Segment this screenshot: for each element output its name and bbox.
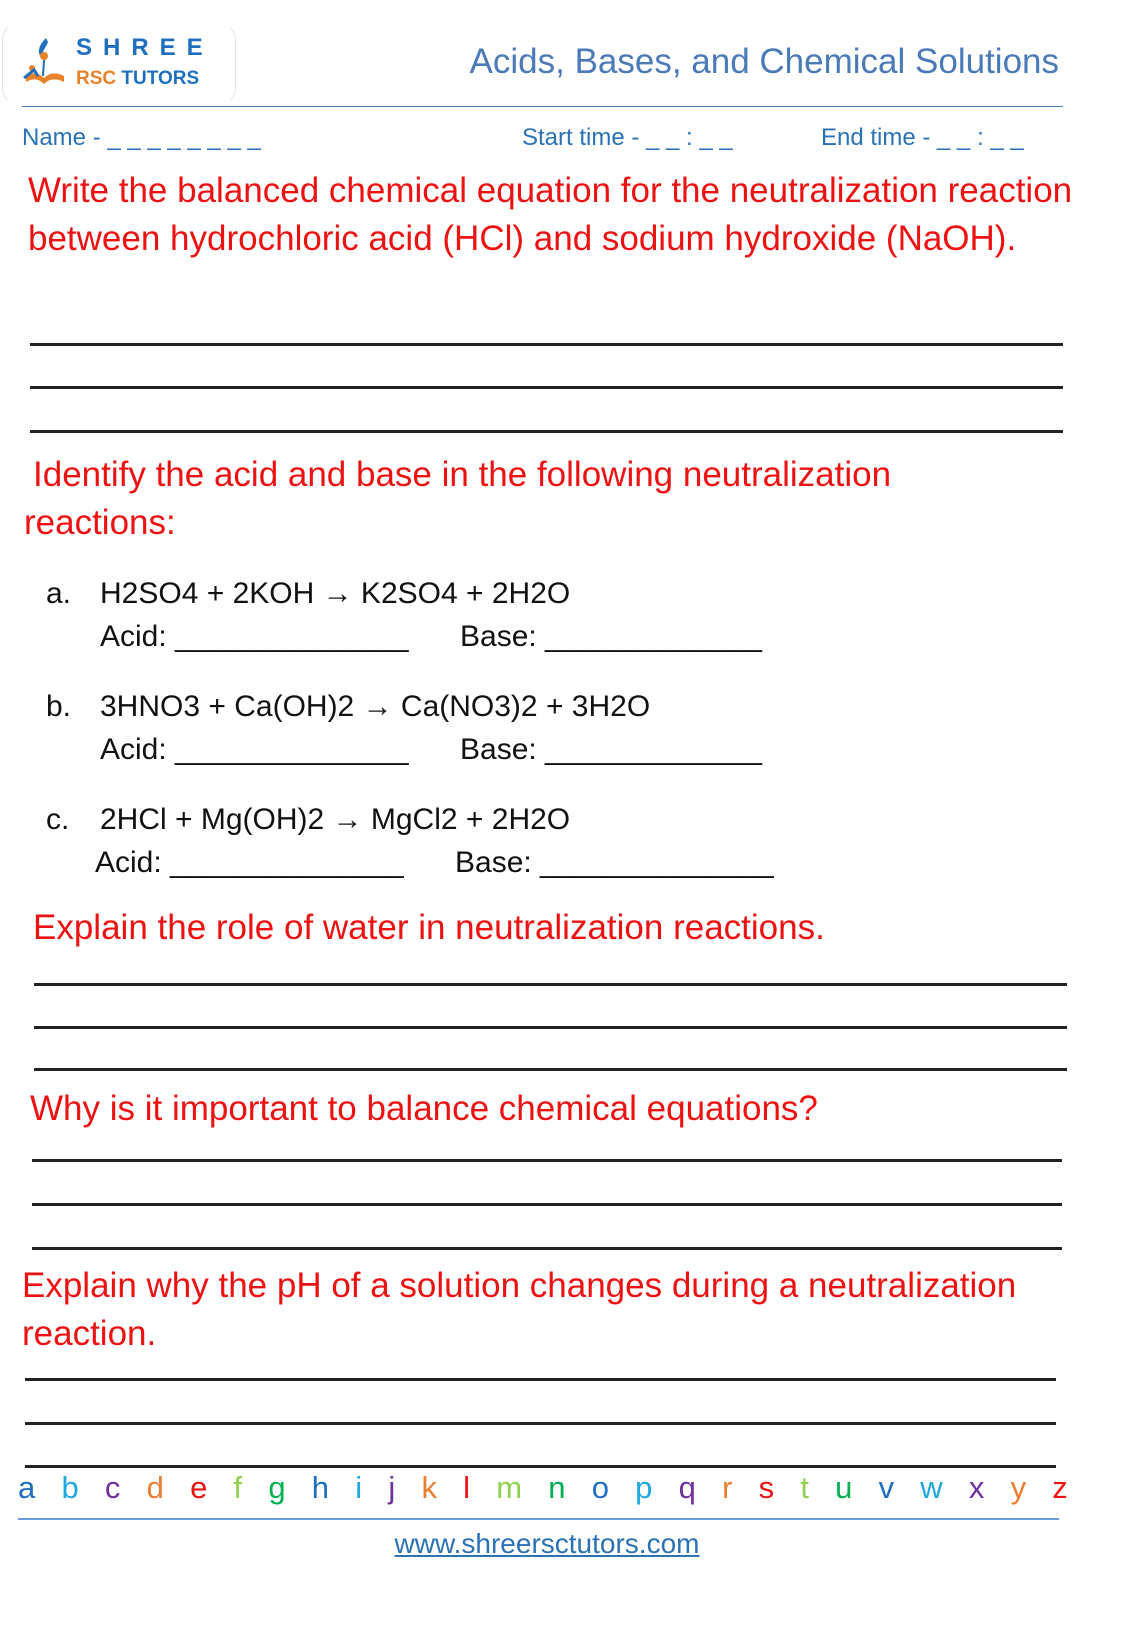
logo-text-shree: SHREE (76, 34, 214, 61)
alphabet-letter: e (190, 1470, 208, 1505)
reaction-label: c. (46, 803, 70, 836)
answer-line[interactable] (34, 1068, 1067, 1071)
answer-line[interactable] (34, 983, 1067, 986)
flame-book-logo-icon (22, 36, 66, 86)
end-time-field[interactable]: End time - _ _ : _ _ (821, 124, 1024, 151)
alphabet-letter: x (968, 1470, 985, 1505)
alphabet-letter: c (104, 1470, 121, 1505)
reaction-label: a. (46, 577, 72, 610)
alphabet-letter: k (421, 1470, 437, 1505)
alphabet-letter: v (878, 1470, 895, 1505)
base-answer[interactable]: Base: _____________ (460, 620, 762, 653)
answer-line[interactable] (30, 430, 1063, 433)
reaction-equation: H2SO4 + 2KOH → K2SO4 + 2H2O (100, 577, 571, 610)
answer-line[interactable] (32, 1203, 1062, 1206)
worksheet-title: Acids, Bases, and Chemical Solutions (469, 42, 1059, 81)
alphabet-letter: d (146, 1470, 164, 1505)
answer-line[interactable] (25, 1465, 1056, 1468)
reaction-equation: 2HCl + Mg(OH)2 → MgCl2 + 2H2O (100, 803, 571, 836)
alphabet-letter: n (548, 1470, 566, 1505)
acid-answer[interactable]: Acid: ______________ (100, 733, 409, 766)
base-answer[interactable]: Base: ______________ (455, 846, 774, 879)
alphabet-letter: y (1010, 1470, 1027, 1505)
answer-line[interactable] (30, 343, 1063, 346)
alphabet-letter: g (268, 1470, 286, 1505)
question-4: Why is it important to balance chemical equations? (30, 1089, 818, 1128)
answer-line[interactable] (25, 1422, 1056, 1425)
logo-text-rsc: RSC (76, 68, 117, 89)
question-3: Explain the role of water in neutralization reactions. (33, 908, 825, 947)
reaction-label: b. (46, 690, 72, 723)
answer-line[interactable] (25, 1378, 1056, 1381)
alphabet-letter: w (920, 1470, 943, 1505)
start-time-field[interactable]: Start time - _ _ : _ _ (522, 124, 733, 151)
alphabet-letter: o (591, 1470, 609, 1505)
reaction-equation: 3HNO3 + Ca(OH)2 → Ca(NO3)2 + 3H2O (100, 690, 651, 723)
alphabet-letter: m (496, 1470, 523, 1505)
base-answer[interactable]: Base: _____________ (460, 733, 762, 766)
question-5: Explain why the pH of a solution changes during a neutralization reaction. (22, 1266, 1017, 1353)
alphabet-letter: h (311, 1470, 330, 1505)
alphabet-letter: t (800, 1470, 809, 1505)
alphabet-letter: f (233, 1470, 243, 1505)
logo-text-rsc-tutors (76, 68, 199, 90)
logo-text-tutors: TUTORS (116, 68, 200, 89)
answer-line[interactable] (34, 1026, 1067, 1029)
alphabet-letter: r (722, 1470, 733, 1505)
answer-line[interactable] (30, 386, 1063, 389)
alphabet-letter: l (463, 1470, 471, 1505)
alphabet-letter: j (388, 1470, 396, 1505)
answer-line[interactable] (32, 1247, 1062, 1250)
name-field[interactable]: Name - _ _ _ _ _ _ _ _ (22, 124, 261, 151)
alphabet-letter: z (1052, 1470, 1068, 1505)
alphabet-letter: a (18, 1470, 36, 1505)
question-1: Write the balanced chemical equation for the neutralization reaction between hydrochloric acid (HCl) and sodium hydroxide (NaOH). (28, 171, 1073, 258)
website-link[interactable]: www.shreersctutors.com (394, 1528, 700, 1559)
header-divider (22, 106, 1063, 107)
acid-answer[interactable]: Acid: ______________ (95, 846, 404, 879)
alphabet-strip (18, 1470, 1068, 1506)
alphabet-letter: i (355, 1470, 363, 1505)
footer-divider (18, 1518, 1059, 1520)
alphabet-letter: s (758, 1470, 775, 1505)
acid-answer[interactable]: Acid: ______________ (100, 620, 409, 653)
alphabet-letter: b (61, 1470, 79, 1505)
alphabet-letter: q (678, 1470, 696, 1505)
alphabet-letter: u (835, 1470, 853, 1505)
answer-line[interactable] (32, 1159, 1062, 1162)
alphabet-letter: p (635, 1470, 653, 1505)
question-2: Identify the acid and base in the following neutralization reactions: (24, 455, 892, 542)
